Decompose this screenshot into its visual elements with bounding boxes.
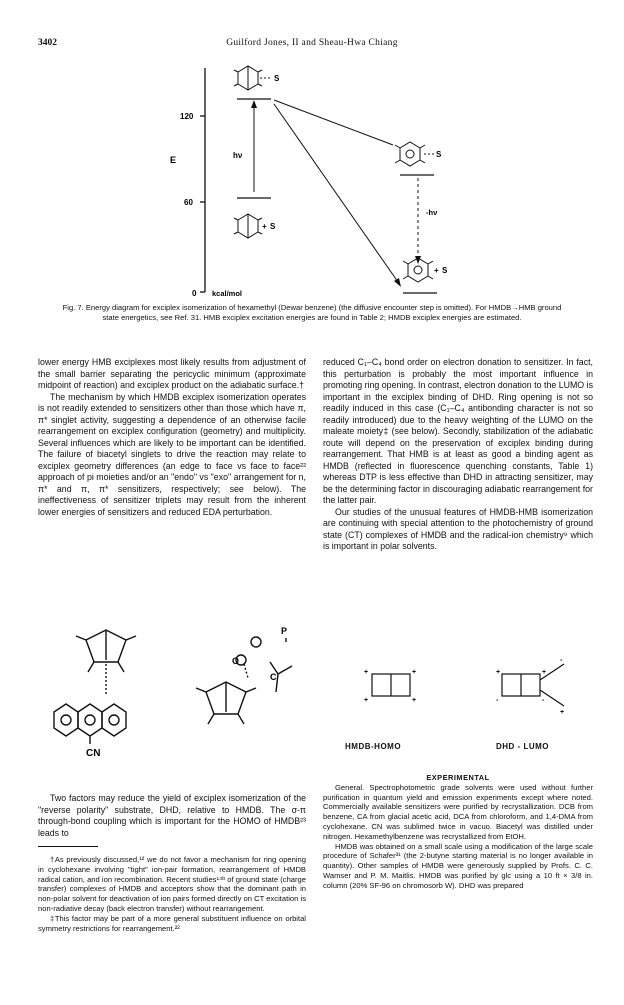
svg-text:-: - bbox=[542, 697, 545, 704]
left-paragraph-1: lower energy HMB exciplexes most likely results from adjustment of the small barrier separating the pericyclic minimum (approximate midpoint of reaction) and exciplex product on the adiabatic surface.† bbox=[38, 357, 306, 390]
footnote-double-dagger: ‡This factor may be part of a more general substituent influence on orbital symmetry restrictions for rearrangement.²² bbox=[38, 913, 306, 933]
svg-text:+: + bbox=[262, 222, 267, 231]
svg-text:+: + bbox=[412, 669, 417, 676]
structure-drawing-left bbox=[36, 622, 316, 772]
right-column bbox=[323, 357, 593, 553]
label-hmdb-homo: HMDB-HOMO bbox=[345, 742, 402, 751]
left-paragraph-3: Two factors may reduce the yield of exciplex isomerization of the "reverse polarity" substrate, DHD, relative to HMDB. The σ-π through-bond coupling which is important for the HOMO of HMDB²³ leads to bbox=[38, 793, 306, 838]
svg-text:-: - bbox=[496, 697, 499, 704]
label-dhd-lumo: DHD - LUMO bbox=[496, 742, 549, 751]
svg-text:O: O bbox=[232, 656, 240, 666]
struct-label-cn: CN bbox=[86, 748, 101, 759]
footnote-dagger: †As previously discussed,¹² we do not favor a mechanism for ring opening in cyclohexane involving "tight" ion-pair formation, rearrangement of HMDB radical cation, and ion recombination. Recent studies¹⁴ᵇ of ground state (charge transfer) complexes of HMDB and acceptors show that the dominant path in non-polar solvent for deactivation of ion pairs formed directly on CT excitation is non-radiative decay (back electron transfer) without rearrangement. bbox=[38, 855, 306, 913]
svg-text:+: + bbox=[364, 697, 369, 704]
running-header-authors: Guilford Jones, II and Sheau-Hwa Chiang bbox=[226, 38, 398, 48]
svg-text:+: + bbox=[560, 709, 565, 716]
svg-text:+: + bbox=[434, 266, 439, 275]
tick-60: 60 bbox=[184, 198, 193, 207]
left-column-lower bbox=[38, 793, 306, 839]
exciplex-molecule-top bbox=[234, 66, 272, 90]
svg-text:-: - bbox=[560, 657, 563, 664]
s-label-right-lower: S bbox=[442, 266, 448, 275]
right-paragraph-2: Our studies of the unusual features of HMDB-HMB isomerization are continuing with special attention to the photochemistry of ground state (CT) complexes of HMDB and the radical-ion chemistry⁹ which is important in polar solvents. bbox=[323, 506, 593, 551]
left-column bbox=[38, 357, 306, 518]
experimental-paragraph-1: General. Spectrophotometric grade solvents were used without further purification in quantum yield and emission experiments except where noted. Commercially available sensitizers were purified by recrystallization. DCB from benzene, CA from glacial acetic acid, DCA from chloroform, and 1,4-DMA from cyclohexane. CN was sublimed twice in vacuo. Biacetyl was distilled under nitrogen. Hexamethylbenzene was recrystallized from EtOH. bbox=[323, 782, 593, 841]
molecule-mid-left bbox=[234, 214, 262, 238]
struct-label-pv: P bbox=[281, 626, 288, 636]
energy-diagram bbox=[0, 0, 624, 300]
experimental-heading: EXPERIMENTAL bbox=[426, 773, 490, 782]
svg-text:+: + bbox=[412, 697, 417, 704]
svg-text:+: + bbox=[496, 669, 501, 676]
page-number: 3402 bbox=[38, 38, 57, 48]
tick-0: 0 bbox=[192, 289, 197, 298]
orbital-diagrams bbox=[320, 652, 600, 742]
left-paragraph-2: The mechanism by which HMDB exciplex isomerization operates is not readily extended to sensitizers other than those which have π, π* singlet activity, suggesting a dependence of an otherwise facile rearrangement on exciplex configuration (geometry) and multiplicity. Several influences which are likely to be important can be identified. The failure of biacetyl singlets to drive the reaction may relate to exciplex geometry differences (an edge to face vs face to face²² approach of pi moieties and/or an "endo" vs "exo" arrangement for n, π* and π, π* sensitizers, respectively; see below). The ineffectiveness of sensitizer triplets may result from the inherent lower energies of sensitizers and reduced EDA perturbation. bbox=[38, 391, 306, 517]
experimental-paragraph-2: HMDB was obtained on a small scale using a modification of the large scale procedure of Schafer³¹ (the 2-butyne starting material is no longer available in quantity). Other samples of HMDB were generously supplied by Profs. C. C. Wamser and P. M. Maitlis. HMDB was purified by glc using a 10 ft × 3/8 in. column (20% SF-96 on chromosorb W). DHD was prepared bbox=[323, 841, 593, 890]
molecule-right-upper bbox=[395, 142, 434, 166]
axis-label-E: E bbox=[170, 155, 177, 165]
units-label: kcal/mol bbox=[212, 289, 243, 298]
hv-label-2: -hν bbox=[426, 208, 438, 217]
s-label-top: S bbox=[274, 74, 280, 83]
s-label-mid: S bbox=[270, 222, 276, 231]
svg-text:C: C bbox=[270, 672, 277, 682]
svg-text:+: + bbox=[364, 669, 369, 676]
left-footnotes bbox=[38, 855, 306, 933]
right-paragraph-1: reduced C₁–C₄ bond order on electron donation to sensitizer. In fact, this perturbation is probably the most important influence in promoting ring opening. In contrast, electron donation to the LUMO is important in the exciplex binding of DHD. Ring opening is not so readily induced in this case (C₁–C₄ antibonding character is not so readily introduced) due to the heavy weighting of the LUMO on the maleate moiety‡ (see below). Secondly, stabilization of the adiabatic route will depend on the preservation of exciplex binding during rearrangement. That HMB is at least as good a binding agent as HMDB (reflected in fluorescence quenching constants, Table 1) whereas DTP is less effective than DHD in attracting sensitizer, may be the determining factor in discouraging adiabatic rearrangement for the latter pair. bbox=[323, 357, 593, 505]
experimental-section bbox=[323, 773, 593, 891]
figure-caption: Fig. 7. Energy diagram for exciplex isomerization of hexamethyl (Dewar benzene) (the diffusive encounter step is omitted). For HMDB→HMB ground state energetics, see Ref. 31. HMB exciplex excitation energies are found in Table 2; HMDB exciplex energies are estimated. bbox=[62, 303, 562, 323]
tick-120: 120 bbox=[180, 112, 194, 121]
hv-label-1: hν bbox=[233, 151, 243, 160]
footnote-rule bbox=[38, 846, 98, 847]
svg-text:+: + bbox=[542, 669, 547, 676]
s-label-right-upper: S bbox=[436, 150, 442, 159]
